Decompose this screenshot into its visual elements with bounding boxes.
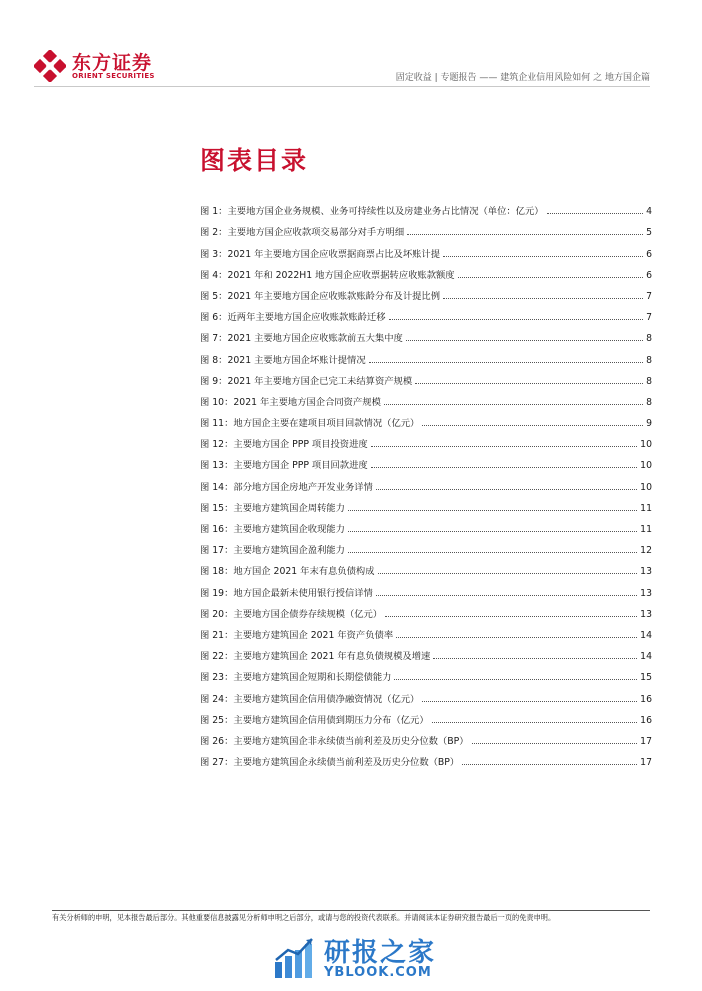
toc-item-number: 图 27： — [200, 757, 234, 769]
toc-dot-leader — [369, 362, 643, 363]
toc-item-label — [200, 648, 430, 662]
toc-item-number: 图 17： — [200, 545, 234, 557]
toc-item-page: 8 — [646, 354, 652, 366]
header-divider — [34, 86, 650, 87]
toc-item-text: 主要地方国企 PPP 项目投资进度 — [233, 439, 368, 451]
toc-item-text: 主要地方建筑国企短期和长期偿债能力 — [233, 672, 392, 684]
toc-item-label — [200, 394, 381, 408]
toc-dot-leader — [472, 743, 638, 744]
toc-item-label — [200, 309, 386, 323]
toc-item-text: 主要地方建筑国企盈利能力 — [233, 545, 345, 557]
toc-item-label — [200, 733, 469, 747]
toc-list — [200, 196, 652, 768]
toc-item-number: 图 19： — [200, 587, 234, 599]
toc-dot-leader — [378, 573, 638, 574]
toc-item-number: 图 22： — [200, 651, 234, 663]
toc-item-text: 主要地方国企 PPP 项目回款进度 — [233, 460, 368, 472]
toc-dot-leader — [348, 531, 637, 532]
toc-item-text: 近两年主要地方国企应收账款账龄迁移 — [227, 312, 386, 324]
toc-item-page: 16 — [640, 714, 652, 726]
toc-item[interactable] — [200, 493, 652, 514]
toc-item-label — [200, 754, 459, 768]
toc-dot-leader — [432, 722, 638, 723]
toc-item-text: 2021 年和 2022H1 地方国企应收票据转应收账款额度 — [227, 269, 455, 281]
toc-item-page: 10 — [640, 481, 652, 493]
logo-chinese-name: 东方证券 — [72, 52, 153, 74]
toc-dot-leader — [406, 340, 643, 341]
toc-item-page: 11 — [640, 502, 652, 514]
toc-item-number: 图 3： — [200, 248, 228, 260]
toc-item[interactable] — [200, 450, 652, 471]
toc-item[interactable] — [200, 471, 652, 492]
toc-item[interactable] — [200, 238, 652, 259]
toc-item-label — [200, 436, 368, 450]
toc-item[interactable] — [200, 620, 652, 641]
toc-item-page: 8 — [646, 396, 652, 408]
toc-item-text: 主要地方建筑国企永续债当前利差及历史分位数（BP） — [233, 757, 460, 769]
toc-item[interactable] — [200, 683, 652, 704]
toc-item-number: 图 26： — [200, 735, 234, 747]
toc-item-page: 7 — [646, 312, 652, 324]
toc-item-text: 2021 年主要地方国企合同资产规模 — [233, 396, 381, 408]
toc-item-page: 6 — [646, 248, 652, 260]
footer-disclaimer: 有关分析师的申明，见本报告最后部分。其他重要信息披露见分析师申明之后部分，或请与您的投资代表联系。并请阅读本证券研究报告最后一页的免责申明。 — [52, 913, 556, 922]
toc-item[interactable] — [200, 599, 652, 620]
toc-item-label — [200, 457, 368, 471]
toc-item-number: 图 6： — [200, 312, 228, 324]
toc-item[interactable] — [200, 577, 652, 598]
toc-item-number: 图 10： — [200, 396, 234, 408]
toc-item-number: 图 11： — [200, 418, 234, 430]
toc-item-number: 图 18： — [200, 566, 234, 578]
toc-item-page: 8 — [646, 375, 652, 387]
toc-item-number: 图 20： — [200, 608, 234, 620]
toc-item[interactable] — [200, 726, 652, 747]
toc-item-page: 11 — [640, 524, 652, 535]
toc-item[interactable] — [200, 429, 652, 450]
toc-dot-leader — [443, 298, 643, 299]
bar-chart-icon — [272, 936, 316, 980]
watermark — [272, 918, 462, 984]
toc-item-text: 地方国企 2021 年末有息负债构成 — [233, 566, 375, 578]
toc-item-text: 主要地方建筑国企信用债到期压力分布（亿元） — [233, 714, 429, 726]
toc-item-page: 14 — [640, 651, 652, 663]
toc-item-page: 13 — [640, 566, 652, 578]
toc-dot-leader — [394, 679, 637, 680]
toc-item[interactable] — [200, 556, 652, 577]
toc-item-page: 8 — [646, 333, 652, 345]
toc-item-number: 图 5： — [200, 290, 228, 302]
toc-item-page: 9 — [646, 418, 652, 430]
toc-dot-leader — [407, 234, 643, 235]
toc-item[interactable] — [200, 514, 652, 535]
toc-dot-leader — [422, 701, 637, 702]
toc-item[interactable] — [200, 302, 652, 323]
toc-item-label — [200, 500, 345, 514]
toc-item-page: 14 — [640, 629, 652, 641]
toc-dot-leader — [389, 319, 644, 320]
toc-item-text: 2021 年主要地方国企已完工未结算资产规模 — [227, 375, 413, 387]
toc-item[interactable] — [200, 662, 652, 683]
toc-item-label — [200, 352, 366, 366]
toc-item-page: 4 — [646, 206, 652, 218]
toc-dot-leader — [458, 277, 643, 278]
toc-item-label — [200, 585, 373, 599]
toc-item[interactable] — [200, 535, 652, 556]
toc-item-label — [200, 691, 419, 705]
toc-dot-leader — [433, 658, 637, 659]
toc-item[interactable] — [200, 747, 652, 768]
toc-item-number: 图 2： — [200, 227, 228, 239]
toc-item[interactable] — [200, 217, 652, 238]
toc-item-label — [200, 606, 382, 620]
toc-item-label — [200, 224, 404, 238]
toc-dot-leader — [415, 383, 643, 384]
toc-dot-leader — [384, 404, 643, 405]
toc-item[interactable] — [200, 387, 652, 408]
toc-item-label — [200, 563, 375, 577]
toc-dot-leader — [462, 764, 637, 765]
toc-item-page: 5 — [646, 227, 652, 239]
toc-item-page: 17 — [640, 735, 652, 747]
toc-item[interactable] — [200, 408, 652, 429]
toc-item-page: 16 — [640, 693, 652, 705]
toc-item[interactable] — [200, 281, 652, 302]
toc-item-number: 图 1： — [200, 206, 228, 218]
toc-dot-leader — [422, 425, 643, 426]
watermark-chinese: 研报之家 — [324, 938, 437, 968]
toc-item[interactable] — [200, 705, 652, 726]
toc-dot-leader — [376, 595, 637, 596]
toc-item-text: 2021 年主要地方国企应收票据商票占比及坏账计提 — [227, 248, 441, 260]
toc-item-number: 图 15： — [200, 502, 234, 514]
toc-item-label — [200, 415, 419, 429]
orient-logo-icon — [34, 50, 66, 82]
toc-item-text: 主要地方建筑国企 2021 年资产负债率 — [233, 629, 394, 641]
toc-item-number: 图 24： — [200, 693, 234, 705]
toc-item[interactable] — [200, 641, 652, 662]
toc-dot-leader — [443, 256, 643, 257]
toc-item-page: 13 — [640, 587, 652, 599]
toc-dot-leader — [376, 489, 637, 490]
toc-dot-leader — [385, 616, 637, 617]
toc-item[interactable] — [200, 196, 652, 217]
toc-item-text: 地方国企最新未使用银行授信详情 — [233, 587, 373, 599]
watermark-url: YBLOOK.COM — [324, 965, 432, 980]
toc-item-page: 6 — [646, 269, 652, 281]
toc-item-page: 15 — [640, 672, 652, 684]
toc-item-page: 17 — [640, 757, 652, 769]
footer-divider — [52, 910, 650, 911]
toc-item-number: 图 23： — [200, 672, 234, 684]
toc-item-text: 地方国企主要在建项目项目回款情况（亿元） — [233, 418, 420, 430]
orient-securities-logo — [34, 48, 194, 84]
toc-item[interactable] — [200, 260, 652, 281]
toc-dot-leader — [348, 552, 637, 553]
toc-item-text: 主要地方建筑国企收现能力 — [233, 524, 345, 535]
toc-item-label — [200, 267, 455, 281]
toc-item-label — [200, 246, 440, 260]
toc-item[interactable] — [200, 344, 652, 365]
toc-item-label — [200, 627, 393, 641]
toc-item-text: 2021 主要地方国企应收账款前五大集中度 — [227, 333, 403, 345]
toc-dot-leader — [371, 467, 637, 468]
toc-dot-leader — [371, 446, 637, 447]
toc-title: 图表目录 — [200, 146, 309, 175]
toc-item-text: 主要地方建筑国企信用债净融资情况（亿元） — [233, 693, 420, 705]
toc-item-text: 主要地方国企债券存续规模（亿元） — [233, 608, 383, 620]
toc-item-number: 图 9： — [200, 375, 228, 387]
toc-dot-leader — [348, 510, 637, 511]
toc-item-label — [200, 288, 440, 302]
toc-item[interactable] — [200, 366, 652, 387]
toc-item-number: 图 14： — [200, 481, 234, 493]
toc-item-label — [200, 373, 412, 387]
toc-item-text: 2021 年主要地方国企应收账款账龄分布及计提比例 — [227, 290, 441, 302]
toc-item-number: 图 8： — [200, 354, 228, 366]
toc-item-text: 主要地方建筑国企非永续债当前利差及历史分位数（BP） — [233, 735, 469, 747]
toc-item-label — [200, 479, 373, 493]
toc-item-text: 主要地方国企业务规模、业务可持续性以及房建业务占比情况（单位：亿元） — [227, 206, 544, 218]
toc-item-number: 图 21： — [200, 629, 234, 641]
toc-item-text: 主要地方建筑国企周转能力 — [233, 502, 345, 514]
toc-item-text: 主要地方国企应收款项交易部分对手方明细 — [227, 227, 405, 239]
toc-item-text: 2021 主要地方国企坏账计提情况 — [227, 354, 366, 366]
toc-item-label — [200, 203, 544, 217]
toc-item-number: 图 16： — [200, 524, 234, 535]
toc-dot-leader — [547, 213, 644, 214]
toc-item-page: 10 — [640, 439, 652, 451]
toc-item-label — [200, 330, 403, 344]
logo-english-name: ORIENT SECURITIES — [72, 72, 155, 80]
toc-item-number: 图 12： — [200, 439, 234, 451]
toc-item-label — [200, 669, 391, 683]
toc-item-number: 图 7： — [200, 333, 228, 345]
toc-item-number: 图 13： — [200, 460, 234, 472]
toc-item-page: 7 — [646, 290, 652, 302]
toc-item[interactable] — [200, 323, 652, 344]
toc-item-label — [200, 542, 345, 556]
toc-item-page: 13 — [640, 608, 652, 620]
toc-item-page: 12 — [640, 545, 652, 557]
toc-item-number: 图 25： — [200, 714, 234, 726]
breadcrumb: 固定收益 | 专题报告 —— 建筑企业信用风险如何 之 地方国企篇 — [395, 73, 650, 83]
toc-item-page: 10 — [640, 460, 652, 472]
toc-item-number: 图 4： — [200, 269, 228, 281]
toc-item-text: 部分地方国企房地产开发业务详情 — [233, 481, 373, 493]
toc-item-label — [200, 712, 429, 726]
toc-item-label — [200, 521, 345, 535]
toc-dot-leader — [396, 637, 637, 638]
toc-item-text: 主要地方建筑国企 2021 年有息负债规模及增速 — [233, 651, 431, 663]
